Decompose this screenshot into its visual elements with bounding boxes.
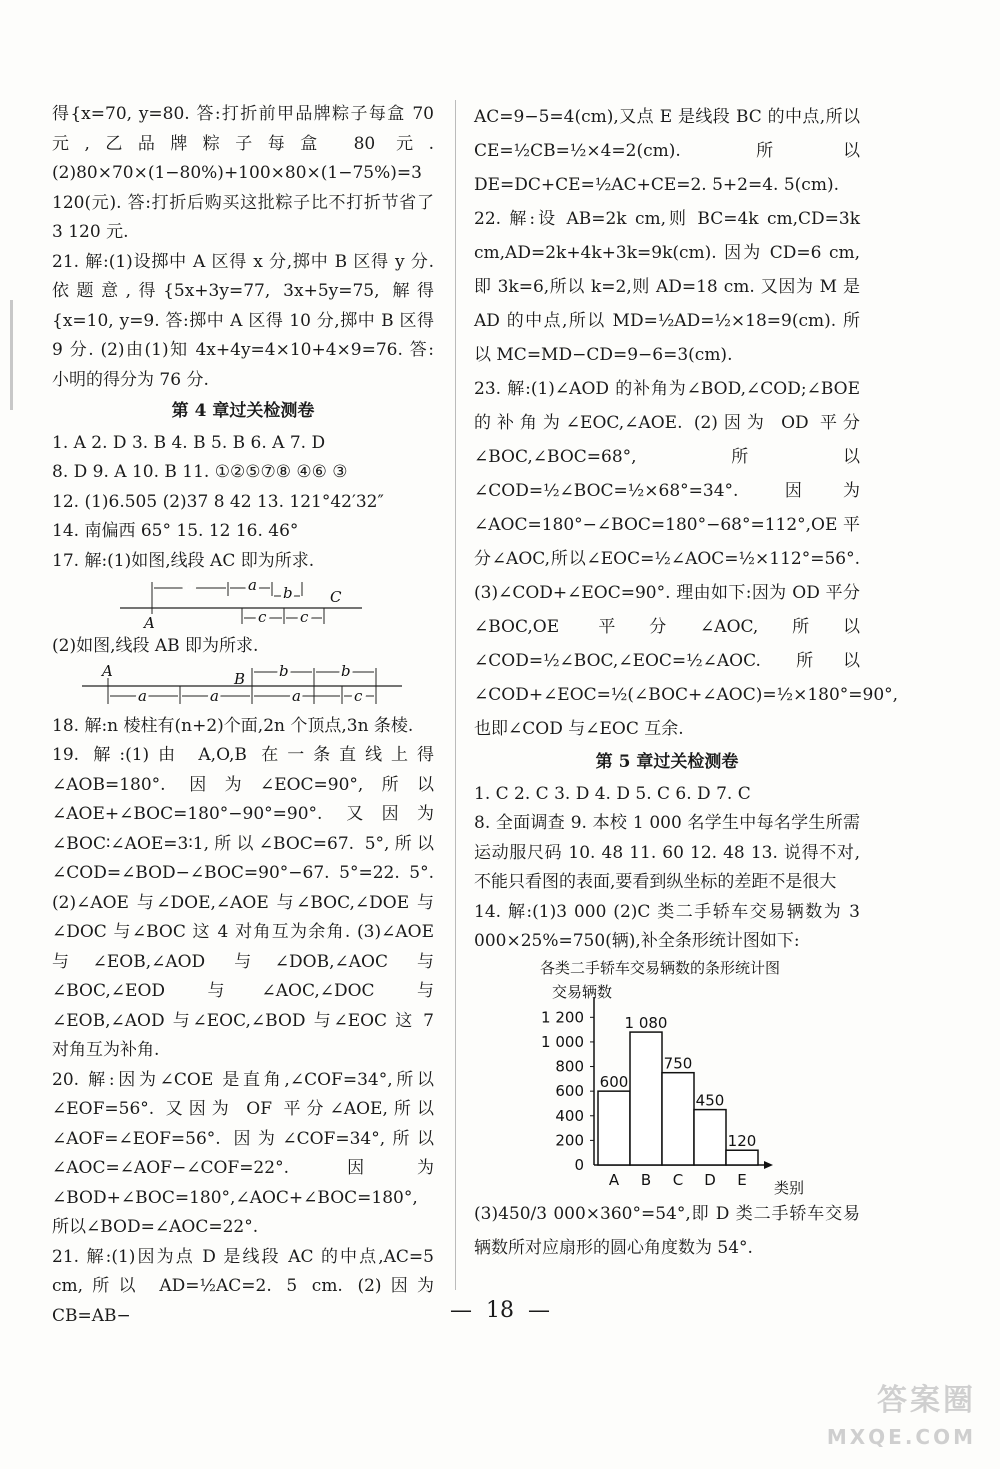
answer-14: 14. 解:(1)3 000 (2)C 类二手轿车交易辆数为 3 000×25%=750(辆),补全条形统计图如下: (474, 901, 860, 951)
chart-y-axis-label: 交易辆数 (551, 982, 613, 1001)
chart-y-tick-label: 200 (555, 1130, 584, 1149)
chart-bar (726, 1150, 758, 1165)
diag1-label-c1: c (258, 608, 267, 626)
ch5-answer-line-2: 8. 全面调查 9. 本校 1 000 名学生中每名学生所需运动服尺码 10. 48 11. 60 12. 48 13. 说得不对,不能只看图的表面,要看到纵坐标的差距不是很大 (474, 813, 860, 892)
binding-edge-mark (10, 300, 13, 410)
ch4-answer-line-3: 12. (1)6.505 (2)37 8 42 13. 121°42′32″ (52, 491, 384, 512)
chart-bar (598, 1091, 630, 1165)
answer-21: 21. 解:(1)因为点 D 是线段 AC 的中点,AC=5 cm,所以 AD=½AC=2. 5 cm. (2)因为 CB=AB− (52, 1246, 434, 1326)
chapter-4-title: 第 4 章过关检测卷 (171, 401, 315, 421)
answer-17-part-2: (2)如图,线段 AB 即为所求. (52, 636, 259, 656)
chart-bar-value-label: 450 (695, 1091, 725, 1110)
ch4-answer-line-1: 1. A 2. D 3. B 4. B 5. B 6. A 7. D (52, 432, 326, 453)
segment-diagram-2 (52, 664, 434, 710)
chart-y-tick-label: 600 (555, 1081, 584, 1100)
chart-bar-value-label: 1 080 (624, 1013, 668, 1032)
chart-y-tick-label: 1 200 (541, 1007, 584, 1026)
diag2-label-c: c (354, 686, 363, 705)
chart-y-tick-label: 800 (555, 1057, 584, 1076)
bar-chart-svg (474, 957, 860, 1197)
answer-17-part-1: 17. 解:(1)如图,线段 AC 即为所求. (52, 550, 315, 571)
ch4-answer-line-2: 8. D 9. A 10. B 11. ①②⑤⑦⑧ ④⑥ ③ (52, 462, 348, 482)
diag1-label-c2: c (300, 608, 309, 626)
page-number: — 18 — (450, 1298, 550, 1323)
chart-bar (630, 1032, 662, 1165)
chart-category-label: B (640, 1170, 652, 1189)
ch4-answer-line-4: 14. 南偏西 65° 15. 12 16. 46° (52, 521, 299, 541)
chart-y-tick-label: 400 (555, 1106, 584, 1125)
diag2-label-b2: b (341, 663, 351, 680)
right-column (474, 100, 899, 1265)
diag1-label-b: b (283, 584, 293, 602)
answer-22: 22. 解:设 AB=2k cm,则 BC=4k cm,CD=3k cm,AD=2k+4k+3k=9k(cm). 因为 CD=6 cm,即 3k=6,所以 k=2,则 AD=18 cm. 又因为 M 是 AD 的中点,所以 MD=½AD=½×18=9(cm). 所以 MC=MD−CD=9−6=3(cm). (474, 209, 860, 365)
answer-21-first: 21. 解:(1)设掷中 A 区得 x 分,掷中 B 区得 y 分. 依题意,得{5x+3y=77, 3x+5y=75, 解得{x=10, y=9. 答:掷中 A 区得 10 分,掷中 B 区得 9 分. (2)由(1)知 4x+4y=4×10+4×9=76. 答:小明的得分为 76 分. (52, 251, 434, 390)
chart-y-tick-label: 0 (574, 1155, 584, 1174)
chart-category-label: A (608, 1170, 620, 1189)
chart-title: 各类二手轿车交易辆数的条形统计图 (539, 958, 781, 977)
diag2-label-a1: a (138, 686, 147, 705)
ch5-answer-line-1: 1. C 2. C 3. D 4. D 5. C 6. D 7. C (474, 783, 751, 804)
diag1-point-A: A (144, 614, 155, 630)
watermark-line-1: 答案圈 (877, 1383, 976, 1418)
left-column (52, 100, 434, 1331)
chart-bar (694, 1109, 726, 1164)
watermark-line-2: MXQE.COM (826, 1425, 976, 1449)
diag1-label-a2: a (248, 578, 257, 594)
chart-category-label: C (672, 1170, 684, 1189)
diag2-label-b1: b (279, 663, 289, 680)
answer-20: 20. 解:因为∠COE 是直角,∠COF=34°,所以∠EOF=56°. 又因为 OF 平分∠AOE,所以∠AOF=∠EOF=56°. 因为∠COF=34°,所以∠AOC=∠AOF−∠COF=22°. 因为∠BOD+∠BOC=180°,∠AOC+∠BOC=180°,所以∠BOD=∠AOC=22°. (52, 1069, 434, 1237)
bar-chart (474, 957, 860, 1197)
watermark-logo (827, 1383, 976, 1455)
answer-20-continuation: 得{x=70, y=80. 答:打折前甲品牌粽子每盒 70 元,乙品牌粽子每盒 80 元. (2)80×70×(1−80%)+100×80×(1−75%)=3 120(元). 答:打折后购买这批粽子比不打折节省了 3 120 元. (52, 104, 434, 242)
chapter-5-title: 第 5 章过关检测卷 (595, 752, 739, 772)
diag2-point-B: B (234, 669, 246, 688)
page-number-value: 18 (486, 1298, 514, 1323)
segment-diagram-1 (52, 578, 434, 630)
chart-category-label: E (737, 1170, 747, 1189)
diag2-label-a3: a (292, 686, 301, 705)
chart-x-axis-label: 类别 (774, 1178, 805, 1197)
answer-18: 18. 解:n 棱柱有(n+2)个面,2n 个顶点,3n 条棱. (52, 715, 414, 736)
diag1-label-a1: a (185, 578, 194, 594)
chart-bar (662, 1072, 694, 1164)
chart-category-label: D (704, 1170, 716, 1189)
diag2-point-A: A (102, 663, 113, 680)
answer-23: 23. 解:(1)∠AOD 的补角为∠BOD,∠COD;∠BOE 的补角为∠EOC,∠AOE. (2)因为 OD 平分∠BOC,∠BOC=68°,所以∠COD=½∠BOC=½×68°=34°. 因为∠AOC=180°−∠BOC=180°−68°=112°,OE 平分∠AOC,所以∠EOC=½∠AOC=½×112°=56°. (3)∠COD+∠EOC=90°. 理由如下:因为 OD 平分∠BOC,OE 平分∠AOC,所以∠COD=½∠BOC,∠EOC=½∠AOC. 所以∠COD+∠EOC=½(∠BOC+∠AOC)=½×180°=90°,也即∠COD 与∠EOC 互余. (474, 379, 899, 739)
column-divider (455, 100, 456, 1290)
answer-19: 19. 解:(1)由 A,O,B 在一条直线上得∠AOB=180°. 因为∠EOC=90°,所以∠AOE+∠BOC=180°−90°=90°. 又因为∠BOC∶∠AOE=3∶1,所以∠BOC=67. 5°,所以∠COD=∠BOD−∠BOC=90°−67. 5°=22. 5°. (2)∠AOE 与∠DOE,∠AOE 与∠BOC,∠DOE 与∠DOC 与∠BOC 这 4 对角互为余角. (3)∠AOE 与∠EOB,∠AOD 与∠DOB,∠AOC 与∠BOC,∠EOD 与∠AOC,∠DOC 与∠EOB,∠AOD 与∠EOC,∠BOD 与∠EOC 这 7 对角互为补角. (52, 745, 434, 1060)
diag1-point-C: C (330, 588, 342, 606)
diag2-label-a2: a (210, 686, 219, 705)
chart-x-axis-arrow (764, 1161, 773, 1169)
answer-14-part-3: (3)450/3 000×360°=54°,即 D 类二手轿车交易辆数所对应扇形的圆心角度数为 54°. (474, 1203, 860, 1258)
chart-bar-value-label: 120 (727, 1131, 757, 1150)
chart-bar-value-label: 750 (663, 1054, 693, 1073)
chart-y-tick-label: 1 000 (541, 1032, 584, 1051)
answer-21-continuation: AC=9−5=4(cm),又点 E 是线段 BC 的中点,所以 CE=½CB=½×4=2(cm). 所以 DE=DC+CE=½AC+CE=2. 5+2=4. 5(cm). (474, 107, 860, 195)
chart-bar-value-label: 600 (599, 1072, 629, 1091)
